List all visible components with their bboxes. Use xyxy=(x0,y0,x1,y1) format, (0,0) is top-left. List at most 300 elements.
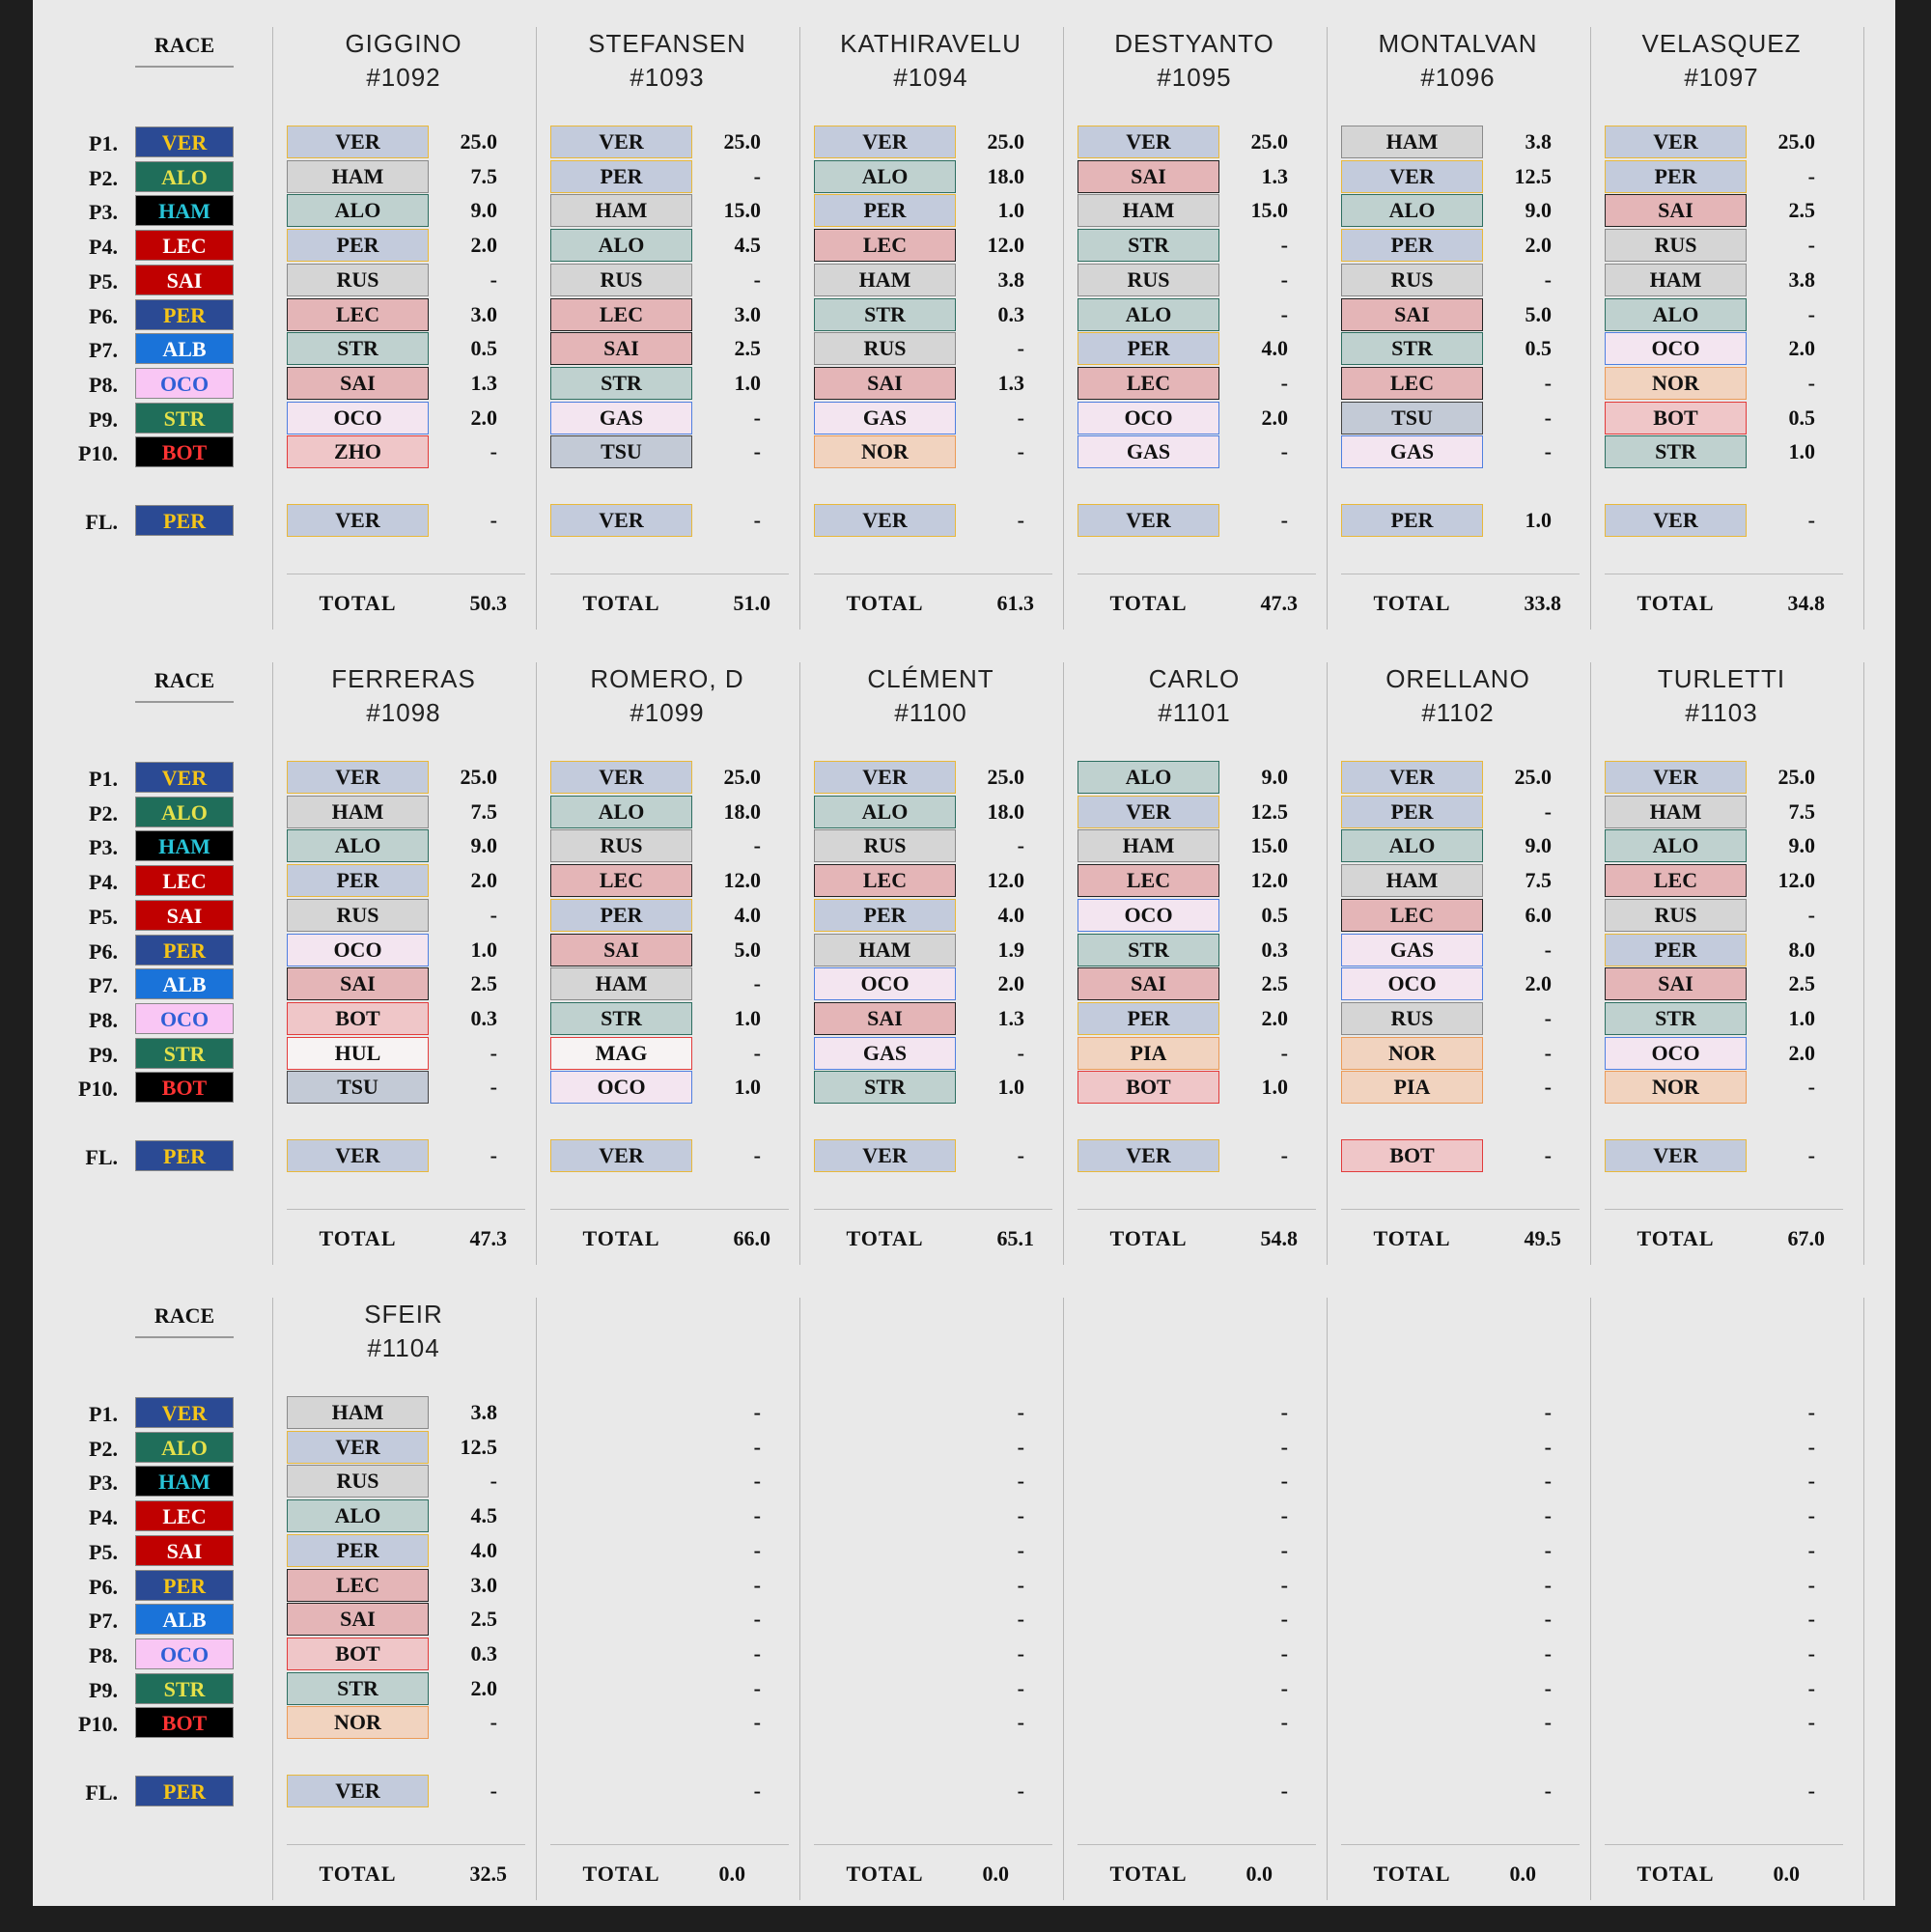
position-label: P8. xyxy=(89,372,118,397)
total-value: 67.0 xyxy=(1787,1226,1825,1250)
race-result-str: STR xyxy=(135,1038,234,1069)
fastest-lap-points: - xyxy=(753,1778,761,1803)
pick-points: - xyxy=(1807,163,1815,188)
total-value: 66.0 xyxy=(733,1226,770,1250)
total-value: 54.8 xyxy=(1260,1226,1298,1250)
position-label: P3. xyxy=(89,200,118,225)
pick-points: - xyxy=(1807,233,1815,258)
pick-str: STR xyxy=(1077,229,1219,262)
total-label: TOTAL xyxy=(846,1862,924,1886)
position-label: P9. xyxy=(89,1677,118,1702)
race-result-ham: HAM xyxy=(135,1466,234,1497)
pick-per: PER xyxy=(1077,332,1219,365)
pick-points: - xyxy=(1807,1710,1815,1735)
pick-sai: SAI xyxy=(814,367,956,400)
position-label: P2. xyxy=(89,165,118,190)
pick-points: - xyxy=(753,1434,761,1459)
player-id: #1104 xyxy=(367,1333,440,1362)
pick-points: - xyxy=(1807,1503,1815,1528)
player-name: CARLO xyxy=(1148,664,1241,693)
race-result-oco: OCO xyxy=(135,368,234,399)
pick-points: 3.0 xyxy=(734,301,761,326)
total-label: TOTAL xyxy=(1637,1862,1715,1886)
race-result-alo: ALO xyxy=(135,1432,234,1463)
pick-points: - xyxy=(1807,370,1815,395)
pick-points: - xyxy=(753,266,761,292)
pick-points: - xyxy=(1280,1572,1288,1597)
fastest-lap-points: - xyxy=(1807,1778,1815,1803)
player-id: #1099 xyxy=(630,698,705,727)
pick-points: 6.0 xyxy=(1525,902,1552,927)
fastest-lap-points: - xyxy=(1544,1143,1552,1167)
pick-rus: RUS xyxy=(1077,264,1219,296)
race-result-sai: SAI xyxy=(135,900,234,931)
race-result-ham: HAM xyxy=(135,830,234,861)
race-result-per: PER xyxy=(135,299,234,330)
pick-per: PER xyxy=(1341,796,1483,828)
position-label: P4. xyxy=(89,235,118,260)
pick-alo: ALO xyxy=(814,160,956,193)
position-label: P4. xyxy=(89,870,118,895)
standings-section xyxy=(33,14,1895,622)
pick-gas: GAS xyxy=(1341,435,1483,468)
pick-points: 0.5 xyxy=(1525,336,1552,361)
race-fastest-lap: PER xyxy=(135,1776,234,1806)
pick-alo: ALO xyxy=(1341,194,1483,227)
pick-points: 0.3 xyxy=(1261,937,1288,962)
column-divider xyxy=(536,662,537,1265)
pick-points: 2.0 xyxy=(470,868,497,893)
pick-points: - xyxy=(1807,1434,1815,1459)
fastest-lap-label: FL. xyxy=(85,1780,118,1805)
column-divider xyxy=(1590,27,1591,630)
total-divider xyxy=(1341,1209,1580,1210)
pick-ham: HAM xyxy=(1341,126,1483,158)
pick-lec: LEC xyxy=(550,298,692,331)
total-label: TOTAL xyxy=(1637,591,1715,615)
total-label: TOTAL xyxy=(1637,1226,1715,1250)
pick-tsu: TSU xyxy=(1341,402,1483,434)
pick-points: 7.5 xyxy=(470,163,497,188)
pick-points: - xyxy=(1807,1607,1815,1632)
standings-sheet xyxy=(33,0,1895,1906)
pick-lec: LEC xyxy=(1341,899,1483,932)
pick-ham: HAM xyxy=(287,1396,429,1429)
pick-alo: ALO xyxy=(550,229,692,262)
pick-points: 18.0 xyxy=(723,798,761,824)
pick-nor: NOR xyxy=(814,435,956,468)
pick-points: - xyxy=(1544,1675,1552,1700)
pick-ver: VER xyxy=(550,761,692,794)
pick-rus: RUS xyxy=(287,264,429,296)
pick-points: 2.5 xyxy=(1788,198,1815,223)
pick-str: STR xyxy=(550,1002,692,1035)
pick-lec: LEC xyxy=(287,298,429,331)
pick-ham: HAM xyxy=(1605,796,1747,828)
pick-rus: RUS xyxy=(1341,1002,1483,1035)
pick-points: - xyxy=(1017,1040,1024,1065)
pick-points: 5.0 xyxy=(1525,301,1552,326)
pick-ver: VER xyxy=(287,1431,429,1464)
pick-points: - xyxy=(1280,1640,1288,1666)
pick-alo: ALO xyxy=(1077,761,1219,794)
pick-points: - xyxy=(753,1607,761,1632)
fastest-lap-pick: VER xyxy=(814,504,956,537)
column-divider xyxy=(536,27,537,630)
pick-points: 12.0 xyxy=(1777,868,1815,893)
pick-points: 8.0 xyxy=(1788,937,1815,962)
pick-points: 1.0 xyxy=(470,937,497,962)
pick-points: - xyxy=(1544,1503,1552,1528)
pick-points: 9.0 xyxy=(1525,833,1552,858)
fastest-lap-points: - xyxy=(1017,1778,1024,1803)
column-divider xyxy=(1863,27,1864,630)
race-result-lec: LEC xyxy=(135,865,234,896)
pick-ham: HAM xyxy=(287,160,429,193)
column-divider xyxy=(1863,1298,1864,1900)
pick-points: - xyxy=(1280,1675,1288,1700)
pick-points: 4.0 xyxy=(997,902,1024,927)
total-divider xyxy=(550,1844,789,1845)
player-header xyxy=(272,662,535,730)
pick-str: STR xyxy=(1605,1002,1747,1035)
pick-lec: LEC xyxy=(1605,864,1747,897)
pick-rus: RUS xyxy=(1605,229,1747,262)
race-result-per: PER xyxy=(135,935,234,966)
pick-points: 1.3 xyxy=(997,370,1024,395)
pick-points: 1.3 xyxy=(1261,163,1288,188)
pick-per: PER xyxy=(287,864,429,897)
pick-points: 0.3 xyxy=(997,301,1024,326)
pick-points: - xyxy=(1280,301,1288,326)
pick-points: 0.3 xyxy=(470,1640,497,1666)
pick-str: STR xyxy=(1605,435,1747,468)
player-name: ORELLANO xyxy=(1385,664,1530,693)
pick-points: - xyxy=(1017,1434,1024,1459)
pick-points: 25.0 xyxy=(1514,765,1552,789)
player-id: #1098 xyxy=(366,698,441,727)
total-divider xyxy=(1077,1844,1316,1845)
pick-per: PER xyxy=(814,899,956,932)
pick-points: - xyxy=(753,1640,761,1666)
pick-points: - xyxy=(1807,1640,1815,1666)
fastest-lap-pick: VER xyxy=(550,504,692,537)
pick-points: - xyxy=(1544,1607,1552,1632)
race-result-ver: VER xyxy=(135,762,234,793)
position-label: P10. xyxy=(78,441,118,466)
pick-lec: LEC xyxy=(1077,864,1219,897)
pick-str: STR xyxy=(287,1672,429,1705)
pick-nor: NOR xyxy=(1605,1071,1747,1104)
pick-points: 25.0 xyxy=(987,765,1024,789)
total-value: 0.0 xyxy=(718,1862,745,1886)
pick-rus: RUS xyxy=(814,829,956,862)
pick-points: 3.8 xyxy=(1525,129,1552,154)
pick-bot: BOT xyxy=(1605,402,1747,434)
race-result-alo: ALO xyxy=(135,161,234,192)
player-header xyxy=(536,662,798,730)
pick-points: 3.8 xyxy=(1788,266,1815,292)
pick-points: 9.0 xyxy=(1788,833,1815,858)
pick-points: 0.5 xyxy=(1788,405,1815,430)
pick-points: 2.0 xyxy=(1261,1005,1288,1030)
pick-points: 3.0 xyxy=(470,1572,497,1597)
pick-points: - xyxy=(1807,902,1815,927)
pick-points: 2.0 xyxy=(470,405,497,430)
position-label: P6. xyxy=(89,1574,118,1599)
player-name: STEFANSEN xyxy=(588,29,746,58)
pick-rus: RUS xyxy=(1341,264,1483,296)
pick-points: 4.0 xyxy=(734,902,761,927)
pick-lec: LEC xyxy=(287,1569,429,1602)
pick-points: 1.0 xyxy=(1261,1075,1288,1100)
pick-points: 2.0 xyxy=(470,233,497,258)
position-label: P1. xyxy=(89,131,118,155)
pick-sai: SAI xyxy=(287,367,429,400)
pick-per: PER xyxy=(287,1534,429,1567)
race-result-ver: VER xyxy=(135,126,234,157)
fastest-lap-points: - xyxy=(490,508,497,532)
pick-points: - xyxy=(753,1503,761,1528)
pick-alo: ALO xyxy=(1605,298,1747,331)
pick-points: 1.0 xyxy=(734,1005,761,1030)
total-value: 32.5 xyxy=(469,1862,507,1886)
fastest-lap-pick: BOT xyxy=(1341,1139,1483,1172)
player-header xyxy=(272,27,535,95)
pick-tsu: TSU xyxy=(287,1071,429,1104)
pick-per: PER xyxy=(1605,934,1747,966)
pick-gas: GAS xyxy=(814,402,956,434)
pick-points: - xyxy=(1544,1434,1552,1459)
total-label: TOTAL xyxy=(582,1226,660,1250)
pick-gas: GAS xyxy=(550,402,692,434)
pick-str: STR xyxy=(287,332,429,365)
pick-points: 4.0 xyxy=(1261,336,1288,361)
position-label: P3. xyxy=(89,1470,118,1496)
pick-alo: ALO xyxy=(1605,829,1747,862)
race-result-sai: SAI xyxy=(135,265,234,295)
position-label: P9. xyxy=(89,1042,118,1067)
total-divider xyxy=(287,1844,525,1845)
column-divider xyxy=(1590,662,1591,1265)
player-id: #1092 xyxy=(366,63,441,92)
total-value: 47.3 xyxy=(469,1226,507,1250)
player-header xyxy=(799,27,1062,95)
race-result-alb: ALB xyxy=(135,333,234,364)
total-label: TOTAL xyxy=(1109,1226,1188,1250)
pick-rus: RUS xyxy=(550,829,692,862)
pick-points: 0.5 xyxy=(1261,902,1288,927)
pick-points: 2.0 xyxy=(1788,336,1815,361)
pick-points: - xyxy=(1544,937,1552,962)
pick-ver: VER xyxy=(814,126,956,158)
player-name: GIGGINO xyxy=(345,29,462,58)
pick-ver: VER xyxy=(1605,126,1747,158)
pick-points: - xyxy=(1017,1710,1024,1735)
pick-gas: GAS xyxy=(1341,934,1483,966)
pick-oco: OCO xyxy=(1341,967,1483,1000)
pick-gas: GAS xyxy=(814,1037,956,1070)
column-divider xyxy=(536,1298,537,1900)
total-divider xyxy=(1341,1844,1580,1845)
pick-points: - xyxy=(490,266,497,292)
pick-points: 25.0 xyxy=(1777,129,1815,154)
column-divider xyxy=(799,27,800,630)
total-label: TOTAL xyxy=(1109,1862,1188,1886)
pick-points: - xyxy=(753,1675,761,1700)
player-header xyxy=(536,27,798,95)
pick-lec: LEC xyxy=(814,864,956,897)
pick-points: 2.0 xyxy=(1261,405,1288,430)
pick-points: 12.0 xyxy=(987,868,1024,893)
pick-lec: LEC xyxy=(1341,367,1483,400)
pick-oco: OCO xyxy=(550,1071,692,1104)
pick-points: - xyxy=(1544,1040,1552,1065)
race-result-str: STR xyxy=(135,403,234,434)
pick-points: - xyxy=(1544,1640,1552,1666)
race-result-str: STR xyxy=(135,1673,234,1704)
fastest-lap-points: - xyxy=(490,1778,497,1803)
position-label: P6. xyxy=(89,938,118,964)
player-header xyxy=(272,1298,535,1365)
pick-oco: OCO xyxy=(287,934,429,966)
total-label: TOTAL xyxy=(319,1862,397,1886)
pick-points: 25.0 xyxy=(723,765,761,789)
pick-points: 25.0 xyxy=(460,129,497,154)
pick-points: 12.5 xyxy=(1514,163,1552,188)
pick-points: 25.0 xyxy=(1777,765,1815,789)
pick-points: - xyxy=(1544,1710,1552,1735)
pick-oco: OCO xyxy=(814,967,956,1000)
pick-points: 0.3 xyxy=(470,1005,497,1030)
pick-points: - xyxy=(490,902,497,927)
pick-rus: RUS xyxy=(1605,899,1747,932)
pick-ham: HAM xyxy=(1605,264,1747,296)
pick-oco: OCO xyxy=(1077,402,1219,434)
pick-points: 7.5 xyxy=(1788,798,1815,824)
total-value: 34.8 xyxy=(1787,591,1825,615)
pick-nor: NOR xyxy=(1605,367,1747,400)
pick-points: 1.0 xyxy=(997,1075,1024,1100)
pick-points: 4.0 xyxy=(470,1537,497,1562)
pick-ver: VER xyxy=(1077,796,1219,828)
pick-sai: SAI xyxy=(1605,194,1747,227)
fastest-lap-pick: VER xyxy=(814,1139,956,1172)
pick-gas: GAS xyxy=(1077,435,1219,468)
pick-bot: BOT xyxy=(1077,1071,1219,1104)
pick-points: - xyxy=(1807,1469,1815,1494)
column-divider xyxy=(272,1298,273,1900)
total-value: 49.5 xyxy=(1524,1226,1561,1250)
race-result-oco: OCO xyxy=(135,1003,234,1034)
pick-points: - xyxy=(1280,1607,1288,1632)
race-column-header: RACE xyxy=(135,1303,234,1332)
pick-points: - xyxy=(753,1400,761,1424)
pick-hul: HUL xyxy=(287,1037,429,1070)
total-divider xyxy=(1605,1209,1843,1210)
pick-points: - xyxy=(1544,1572,1552,1597)
race-result-lec: LEC xyxy=(135,230,234,261)
pick-points: - xyxy=(753,833,761,858)
fastest-lap-points: - xyxy=(1280,1778,1288,1803)
pick-ver: VER xyxy=(550,126,692,158)
pick-points: - xyxy=(1280,1040,1288,1065)
column-divider xyxy=(1590,1298,1591,1900)
pick-points: 9.0 xyxy=(470,198,497,223)
pick-points: - xyxy=(1017,1400,1024,1424)
pick-points: 9.0 xyxy=(470,833,497,858)
pick-points: - xyxy=(753,1040,761,1065)
player-id: #1100 xyxy=(894,698,967,727)
column-divider xyxy=(1327,662,1328,1265)
pick-points: - xyxy=(1544,439,1552,464)
fastest-lap-points: - xyxy=(753,508,761,532)
pick-ver: VER xyxy=(287,761,429,794)
pick-ham: HAM xyxy=(1077,194,1219,227)
pick-nor: NOR xyxy=(287,1706,429,1739)
pick-points: - xyxy=(1280,1710,1288,1735)
pick-points: - xyxy=(1017,439,1024,464)
pick-points: - xyxy=(1544,1469,1552,1494)
column-divider xyxy=(1063,1298,1064,1900)
pick-points: 12.0 xyxy=(1250,868,1288,893)
column-divider xyxy=(1863,662,1864,1265)
total-label: TOTAL xyxy=(319,1226,397,1250)
column-divider xyxy=(1063,662,1064,1265)
column-divider xyxy=(799,1298,800,1900)
pick-ham: HAM xyxy=(550,194,692,227)
pick-str: STR xyxy=(814,298,956,331)
pick-points: - xyxy=(1807,301,1815,326)
pick-rus: RUS xyxy=(287,1465,429,1498)
pick-points: 7.5 xyxy=(470,798,497,824)
pick-points: 1.0 xyxy=(997,198,1024,223)
race-result-ham: HAM xyxy=(135,195,234,226)
fastest-lap-points: - xyxy=(490,1143,497,1167)
pick-points: 9.0 xyxy=(1261,765,1288,789)
pick-per: PER xyxy=(1605,160,1747,193)
pick-sai: SAI xyxy=(550,332,692,365)
player-id: #1094 xyxy=(893,63,968,92)
pick-points: - xyxy=(753,971,761,996)
pick-points: 25.0 xyxy=(460,765,497,789)
position-label: P8. xyxy=(89,1007,118,1032)
race-fastest-lap: PER xyxy=(135,505,234,536)
fastest-lap-points: - xyxy=(1807,1143,1815,1167)
pick-alo: ALO xyxy=(814,796,956,828)
pick-per: PER xyxy=(550,160,692,193)
pick-points: 1.0 xyxy=(734,1075,761,1100)
position-label: P10. xyxy=(78,1712,118,1737)
pick-alo: ALO xyxy=(1077,298,1219,331)
position-label: P2. xyxy=(89,1436,118,1461)
pick-points: - xyxy=(753,163,761,188)
pick-ham: HAM xyxy=(1341,864,1483,897)
fastest-lap-pick: VER xyxy=(287,1139,429,1172)
total-divider xyxy=(1077,1209,1316,1210)
total-divider xyxy=(287,1209,525,1210)
pick-points: - xyxy=(1017,336,1024,361)
pick-per: PER xyxy=(1341,229,1483,262)
pick-ver: VER xyxy=(814,761,956,794)
pick-sai: SAI xyxy=(1077,967,1219,1000)
race-result-oco: OCO xyxy=(135,1638,234,1669)
pick-points: - xyxy=(1544,1400,1552,1424)
pick-points: - xyxy=(490,1710,497,1735)
pick-lec: LEC xyxy=(1077,367,1219,400)
fastest-lap-points: - xyxy=(1280,1143,1288,1167)
pick-pia: PIA xyxy=(1341,1071,1483,1104)
